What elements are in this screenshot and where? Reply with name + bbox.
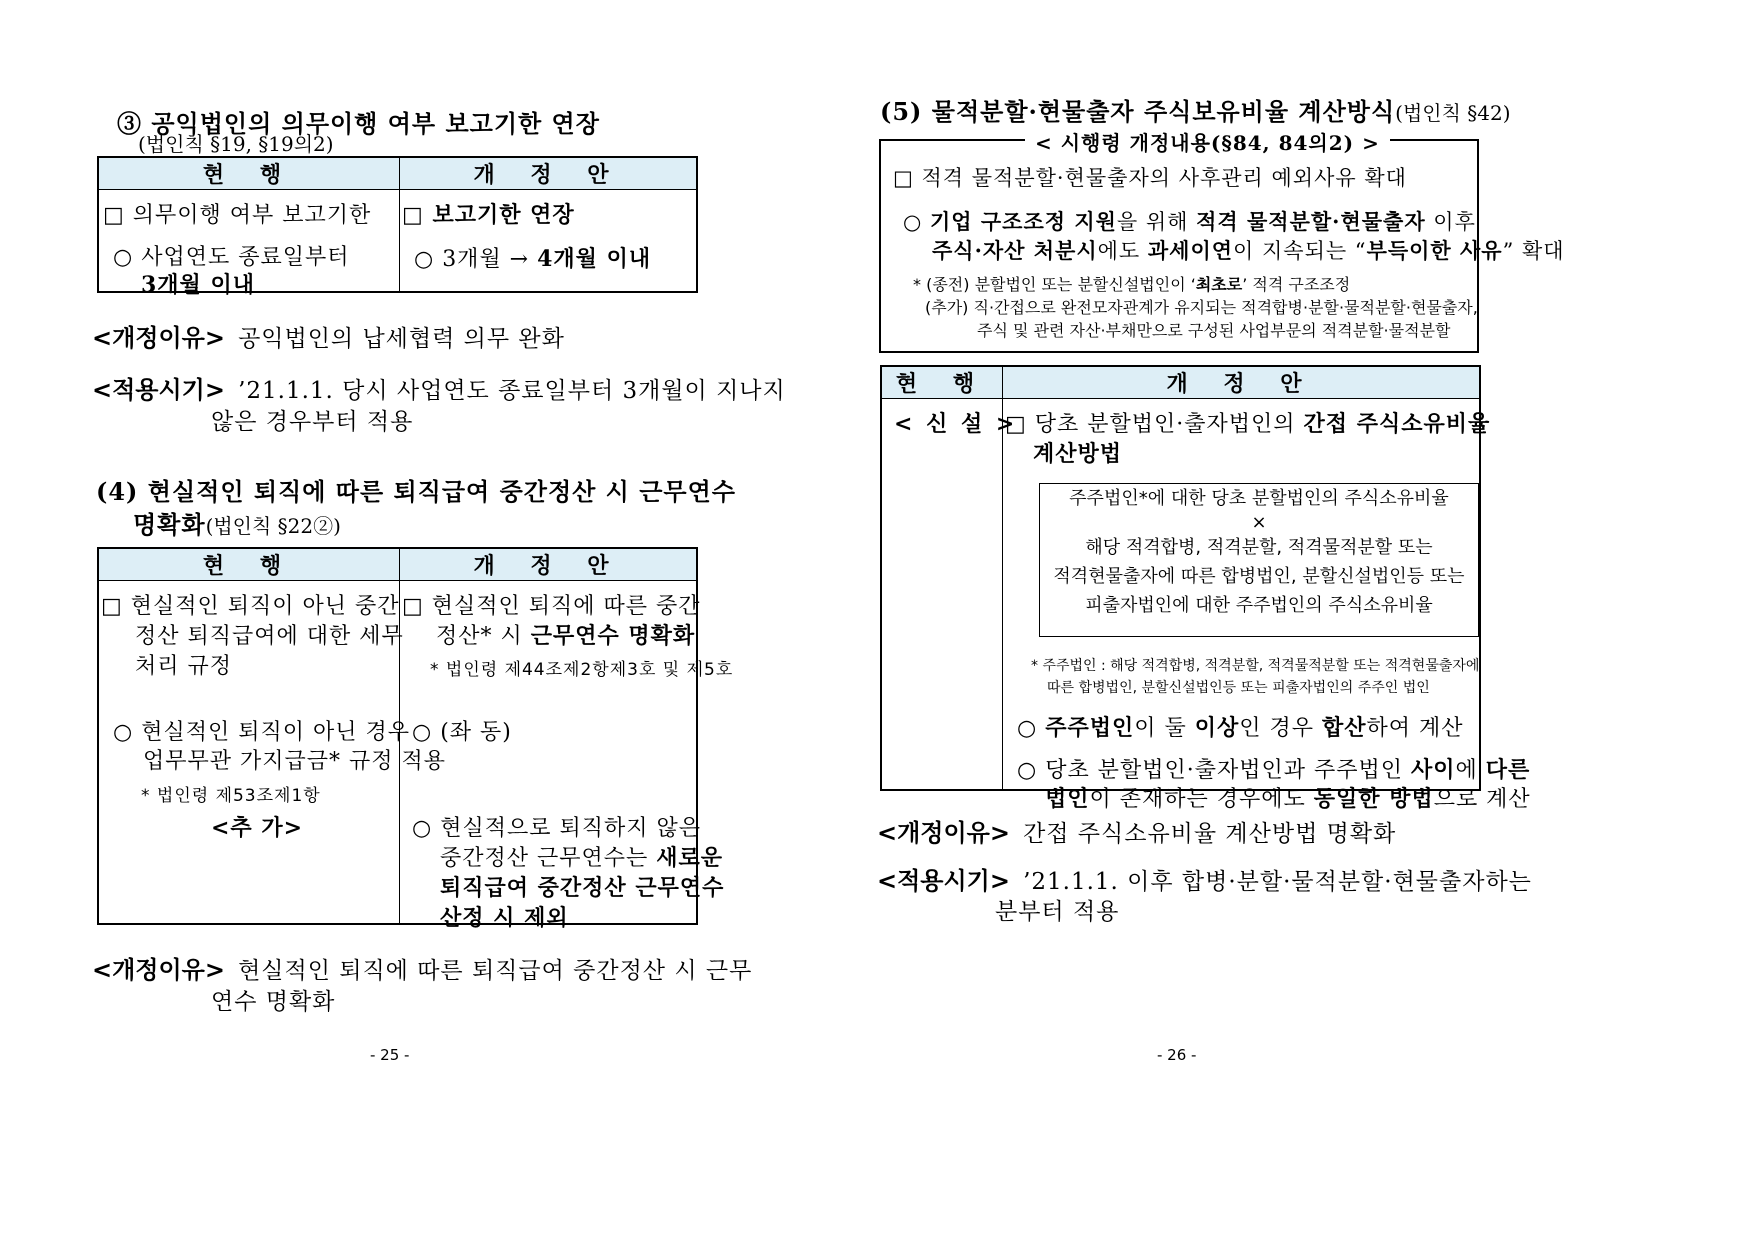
formula-operator: × [1251,512,1267,533]
text: 에도 [1097,239,1148,263]
text: ○ [1017,716,1046,741]
col-proposed: 개 정 안 [400,548,698,581]
formula-line: 피출자법인에 대한 주주법인의 주식소유비율 [1085,595,1433,616]
apply-text: ’21.1.1. 당시 사업연도 종료일부터 3개월이 지나지 [238,378,786,404]
col-current: 현 행 [98,157,400,190]
text: ○ [903,210,930,234]
text: 처리 규정 [135,654,233,679]
text: □ 현실적인 퇴직에 따른 중간 [402,594,701,619]
text: 정산* 시 [436,624,531,649]
text: 이 둘 [1134,716,1195,741]
text [414,242,651,273]
formula-box [1039,483,1479,637]
text: 이후 [1425,210,1476,234]
decree-box-line-4 [913,272,1350,295]
formula-line: 적격현물출자에 따른 합병법인, 분할신설법인등 또는 [1053,566,1465,587]
decree-box-line-3 [932,235,1565,265]
text: ○ 현실적으로 퇴직하지 않은 [412,816,701,841]
text: <추 가> [211,815,304,841]
decree-box-line-2 [903,206,1476,236]
section-3-title: ③ 공익법인의 의무이행 여부 보고기한 연장 [117,109,600,138]
reason-label: <개정이유> [92,956,225,984]
page-number: - 26 - [1157,1046,1197,1064]
text: 적격 물적분할·현물출자 [1196,209,1426,234]
decree-box-header: < 시행령 개정내용(§84, 84의2) > [1025,127,1390,156]
proposed-cell [400,190,698,293]
text: 기업 구조조정 지원 [930,209,1117,234]
formula-line: 해당 적격합병, 적격분할, 적격물적분할 또는 [1085,537,1433,558]
apply-5 [877,861,1532,896]
text [1005,407,1490,438]
text: 중간정산 근무연수는 [440,846,657,871]
text: 으로 계산 [1433,787,1531,812]
section-4-title-2 [133,505,341,540]
text: 간접 주식소유비율 [1303,411,1491,437]
text: 정산 퇴직급여에 대한 세무 [135,624,404,649]
formula-line: 주주법인*에 대한 당초 분할법인의 주식소유비율 [1069,488,1449,509]
text: 동일한 방법 [1313,786,1434,812]
reason-text: 공익법인의 납세협력 의무 완화 [238,326,565,352]
apply-text: ’21.1.1. 이후 합병·분할·물적분할·현물출자하는 [1023,869,1532,895]
reason-text: 간접 주식소유비율 계산방법 명확화 [1023,821,1397,847]
text: 과세이연 [1147,238,1234,263]
footnote: * 주주법인 : 해당 적격합병, 적격분할, 적격물적분할 또는 적격현물출자에 [1031,658,1480,674]
text: (5) 물적분할·현물출자 주식보유비율 계산방식 [880,97,1396,126]
text: 이 지속되는 “ [1233,239,1367,263]
section-4-title: (4) 현실적인 퇴직에 따른 퇴직급여 중간정산 시 근무연수 [96,477,736,506]
current-cell [881,399,1018,791]
section-4-table [97,547,734,931]
footnote: 따른 합병법인, 분할신설법인등 또는 피출자법인의 주주인 법인 [1047,680,1430,696]
text: 다른 [1485,757,1531,783]
text: 하여 계산 [1366,716,1464,741]
text [1045,782,1531,813]
text: 을 위해 [1116,210,1197,234]
section-3-ref: (법인칙 §19, §19의2) [138,132,334,156]
apply-text-2: 않은 경우부터 적용 [211,409,414,435]
section-5-title [880,92,1511,127]
reason-text: 현실적인 퇴직에 따른 퇴직급여 중간정산 시 근무 [238,958,753,984]
text: □ 의무이행 여부 보고기한 [103,203,372,228]
text: 새로운 [656,845,724,871]
col-proposed: 개 정 안 [400,157,698,190]
text: ○ 사업연도 종료일부터 [113,245,350,270]
reason-4 [92,950,752,985]
footnote: * 법인령 제53조제1항 [141,786,321,806]
col-current: 현 행 [881,366,1003,399]
text: 근무연수 명확화 [530,623,696,649]
text: 법인 [1045,786,1090,812]
text [436,619,695,650]
text: 4개월 이내 [537,246,652,272]
text: ○ 3개월 → [414,247,538,272]
apply-3 [92,370,786,405]
text: 사이 [1410,757,1456,783]
text: □ 현실적인 퇴직이 아닌 중간 [101,594,400,619]
section-5-ref: (법인칙 §42) [1395,101,1511,125]
text [1017,753,1530,784]
text: 업무무관 가지급금* 규정 적용 [143,749,447,774]
decree-box-line-5: (추가) 직·간접으로 완전모자관계가 유지되는 적격합병·분할·물적분할·현물출자, [925,298,1478,317]
col-current: 현 행 [98,548,400,581]
text: 주주법인 [1045,715,1135,741]
text: 산정 시 제외 [440,905,569,931]
text [440,841,723,872]
proposed-cell [1003,399,1531,812]
text: 이상 [1194,715,1240,741]
text: ○ 현실적인 퇴직이 아닌 경우 [113,720,410,745]
proposed-cell [400,581,734,931]
decree-box-line-1: □ 적격 물적분할·현물출자의 사후관리 예외사유 확대 [893,166,1407,190]
text: 주식·자산 처분시 [932,238,1098,263]
current-cell [98,581,447,925]
text: 3개월 이내 [141,272,255,298]
section-5-table [880,365,1531,812]
text: □ 보고기한 연장 [402,202,575,228]
text: 최초로 [1195,275,1243,294]
text: ” 확대 [1502,239,1565,263]
text: ’ 적격 구조조정 [1242,275,1351,294]
text: 합산 [1321,715,1367,741]
reason-5 [877,813,1396,848]
text: 이 존재하는 경우에도 [1089,787,1314,812]
footnote: * 법인령 제44조제2항제3호 및 제5호 [430,660,734,680]
text: 계산방법 [1033,441,1123,467]
text: 인 경우 [1239,716,1322,741]
text: * (종전) 분할법인 또는 분할신설법인이 ‘ [913,275,1196,294]
reason-text-2: 연수 명확화 [211,989,336,1015]
section-3-table [97,156,698,298]
decree-box-line-6: 주식 및 관련 자산·부채만으로 구성된 사업부문의 적격분할·물적분할 [977,321,1451,340]
text: 부득이한 사유 [1366,238,1503,263]
section-4-ref: (법인칙 §22②) [205,514,341,538]
text: ○ 당초 분할법인·출자법인과 주주법인 [1017,758,1411,783]
text [1017,711,1464,742]
text: 에 [1455,758,1486,783]
text: ○ (좌 동) [412,720,512,745]
apply-text-2: 분부터 적용 [995,899,1120,925]
text: 명확화 [133,510,206,539]
apply-label: <적용시기> [877,867,1010,895]
col-proposed: 개 정 안 [1003,366,1481,399]
page-number: - 25 - [370,1046,410,1064]
reason-label: <개정이유> [877,819,1010,847]
reason-label: <개정이유> [92,324,225,352]
text: □ 당초 분할법인·출자법인의 [1005,412,1304,437]
text: < 신 설 > [894,411,1018,437]
text: 퇴직급여 중간정산 근무연수 [440,875,725,901]
current-cell [98,190,400,298]
reason-3 [92,318,565,353]
apply-label: <적용시기> [92,376,225,404]
